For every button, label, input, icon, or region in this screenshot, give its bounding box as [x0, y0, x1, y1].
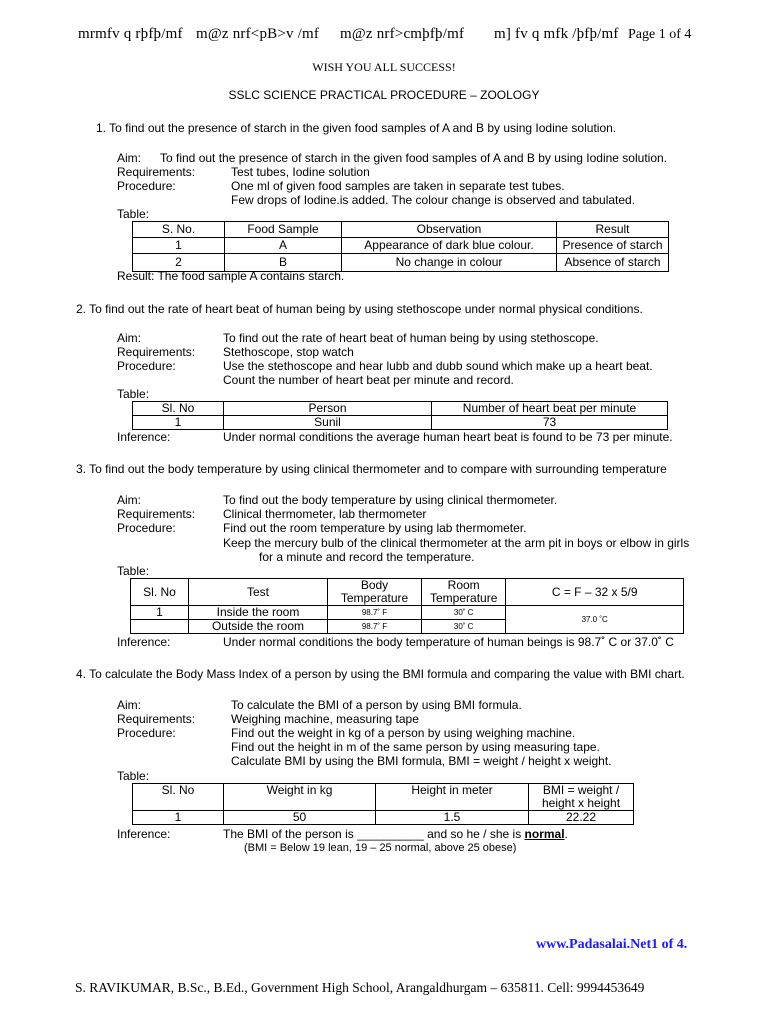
header-garbled-4: m] fv q mfk /þfþ/mf	[494, 26, 619, 42]
page-title: SSLC SCIENCE PRACTICAL PROCEDURE – ZOOLOGY	[228, 88, 540, 102]
exp4-req-label: Requirements:	[117, 712, 196, 726]
exp1-table	[132, 221, 669, 272]
exp1-proc-label: Procedure:	[117, 179, 176, 193]
table-header: Food Sample	[225, 222, 342, 238]
table-row	[133, 811, 634, 825]
table-header: S. No.	[133, 222, 225, 238]
table-header: C = F – 32 x 5/9	[506, 579, 684, 606]
table-cell: 30˚ C	[422, 620, 506, 634]
table-row	[133, 416, 668, 430]
table-cell	[131, 620, 189, 634]
table-cell: Presence of starch	[557, 238, 669, 254]
table-header: Sl. No	[133, 402, 224, 416]
exp4-proc-1: Find out the weight in kg of a person by using weighing machine.	[231, 726, 576, 740]
table-row	[131, 606, 684, 620]
exp3-table	[130, 578, 684, 634]
exp4-table-label: Table:	[117, 769, 150, 783]
bmi-note: (BMI = Below 19 lean, 19 – 25 normal, above 25 obese)	[244, 842, 517, 854]
page-number: Page 1 of 4	[628, 27, 692, 42]
exp3-heading: 3. To find out the body temperature by using clinical thermometer and to compare with surrounding temperature	[76, 462, 667, 476]
table-header: Person	[224, 402, 432, 416]
table-header: Height in meter	[376, 784, 529, 811]
table-cell: 30˚ C	[422, 606, 506, 620]
table-row	[133, 238, 669, 254]
exp2-aim-label: Aim:	[117, 331, 141, 345]
table-header-row	[133, 784, 634, 811]
table-cell: 1	[133, 811, 224, 825]
exp1-req-label: Requirements:	[117, 165, 196, 179]
table-cell: Appearance of dark blue colour.	[342, 238, 557, 254]
footer-credit: S. RAVIKUMAR, B.Sc., B.Ed., Government High School, Arangaldhurgam – 635811. Cell: 9994453649	[75, 980, 645, 995]
table-header: Body Temperature	[328, 579, 422, 606]
table-cell: 1	[131, 606, 189, 620]
exp4-heading: 4. To calculate the Body Mass Index of a person by using the BMI formula and comparing the value with BMI chart.	[76, 667, 685, 681]
exp3-proc-1: Find out the room temperature by using lab thermometer.	[223, 521, 527, 535]
wish-line: WISH YOU ALL SUCCESS!	[312, 60, 456, 74]
exp2-inference: Under normal conditions the average human heart beat is found to be 73 per minute.	[223, 430, 673, 444]
exp2-proc-label: Procedure:	[117, 359, 176, 373]
exp1-result: Result: The food sample A contains starch.	[117, 269, 345, 283]
exp3-proc-2: Keep the mercury bulb of the clinical thermometer at the arm pit in boys or elbow in girls	[223, 536, 690, 550]
exp1-req: Test tubes, Iodine solution	[231, 165, 370, 179]
exp3-aim: To find out the body temperature by using clinical thermometer.	[223, 493, 558, 507]
exp3-proc-3: for a minute and record the temperature.	[259, 550, 475, 564]
table-header: Number of heart beat per minute	[432, 402, 668, 416]
table-cell: 1	[133, 416, 224, 430]
exp4-inference-label: Inference:	[117, 827, 171, 841]
table-cell: B	[225, 254, 342, 272]
exp1-heading: 1. To find out the presence of starch in the given food samples of A and B by using Iodine solution.	[96, 121, 617, 135]
exp1-proc-2: Few drops of Iodine.is added. The colour change is observed and tabulated.	[231, 193, 636, 207]
table-cell: Sunil	[224, 416, 432, 430]
exp3-req: Clinical thermometer, lab thermometer	[223, 507, 427, 521]
table-header-row	[133, 402, 668, 416]
table-cell: Absence of starch	[557, 254, 669, 272]
table-header: Sl. No	[133, 784, 224, 811]
exp4-proc-3: Calculate BMI by using the BMI formula, BMI = weight / height x weight.	[231, 754, 612, 768]
table-cell: 37.0 ˚C	[506, 606, 684, 634]
table-header-row	[131, 579, 684, 606]
exp2-proc-2: Count the number of heart beat per minute and record.	[223, 373, 514, 387]
table-cell: 98.7˚ F	[328, 606, 422, 620]
table-header: Room Temperature	[422, 579, 506, 606]
footer-link[interactable]: www.Padasalai.Net1 of 4.	[536, 937, 688, 952]
exp2-heading: 2. To find out the rate of heart beat of human being by using stethoscope under normal physical conditions.	[76, 302, 643, 316]
table-header: Result	[557, 222, 669, 238]
table-header: Test	[189, 579, 328, 606]
exp1-aim-label: Aim:	[117, 151, 141, 165]
table-header: Weight in kg	[224, 784, 376, 811]
table-cell: 1	[133, 238, 225, 254]
exp4-aim: To calculate the BMI of a person by using BMI formula.	[231, 698, 522, 712]
exp1-aim: To find out the presence of starch in the given food samples of A and B by using Iodine solution.	[160, 151, 667, 165]
header-garbled-1: mrmfv q rþfþ/mf	[78, 26, 183, 42]
table-cell: Inside the room	[189, 606, 328, 620]
exp3-inference: Under normal conditions the body temperature of human beings is 98.7˚ C or 37.0˚ C	[223, 635, 674, 649]
exp4-inference	[223, 827, 568, 841]
table-cell: 50	[224, 811, 376, 825]
exp1-table-label: Table:	[117, 207, 150, 221]
header-garbled-2: m@z nrf<pB>v /mf	[196, 26, 320, 42]
header-garbled-3: m@z nrf>cmþfþ/mf	[340, 26, 465, 42]
exp4-table	[132, 783, 634, 825]
exp4-req: Weighing machine, measuring tape	[231, 712, 419, 726]
exp3-proc-label: Procedure:	[117, 521, 176, 535]
exp4-proc-label: Procedure:	[117, 726, 176, 740]
exp4-aim-label: Aim:	[117, 698, 141, 712]
table-cell: 2	[133, 254, 225, 272]
table-header: BMI = weight / height x height	[529, 784, 634, 811]
exp4-proc-2: Find out the height in m of the same person by using measuring tape.	[231, 740, 600, 754]
exp3-aim-label: Aim:	[117, 493, 141, 507]
exp4-inference-bold: normal	[524, 827, 565, 841]
table-header: Sl. No	[131, 579, 189, 606]
table-header: Observation	[342, 222, 557, 238]
table-cell: No change in colour	[342, 254, 557, 272]
exp2-req: Stethoscope, stop watch	[223, 345, 354, 359]
table-cell: 98.7˚ F	[328, 620, 422, 634]
exp2-table	[132, 401, 668, 430]
exp4-inference-end: .	[564, 827, 568, 841]
exp2-inference-label: Inference:	[117, 430, 171, 444]
exp2-req-label: Requirements:	[117, 345, 196, 359]
exp3-table-label: Table:	[117, 564, 150, 578]
table-cell: Outside the room	[189, 620, 328, 634]
table-header-row	[133, 222, 669, 238]
table-cell: 22.22	[529, 811, 634, 825]
table-cell: 73	[432, 416, 668, 430]
exp2-proc-1: Use the stethoscope and hear lubb and dubb sound which make up a heart beat.	[223, 359, 653, 373]
table-cell: 1.5	[376, 811, 529, 825]
table-cell: A	[225, 238, 342, 254]
exp1-proc-1: One ml of given food samples are taken in separate test tubes.	[231, 179, 565, 193]
exp2-aim: To find out the rate of heart beat of human being by using stethoscope.	[223, 331, 599, 345]
exp3-req-label: Requirements:	[117, 507, 196, 521]
exp4-inference-text: The BMI of the person is __________ and so he / she is	[223, 827, 525, 841]
exp2-table-label: Table:	[117, 387, 150, 401]
exp3-inference-label: Inference:	[117, 635, 171, 649]
